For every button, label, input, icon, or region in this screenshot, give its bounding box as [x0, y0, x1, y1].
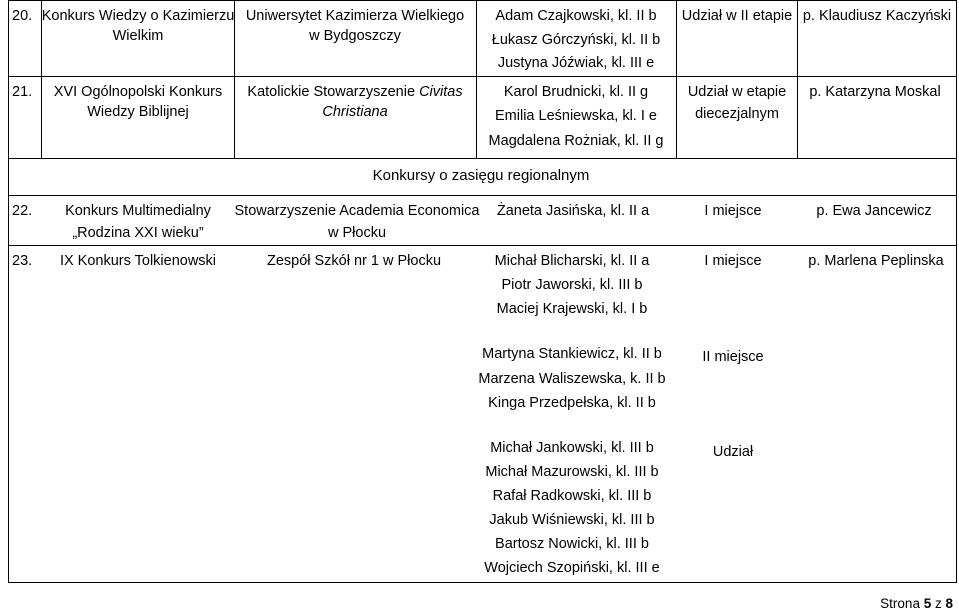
table-border-top — [8, 0, 957, 1]
student-name: Marzena Waliszewska, k. II b — [478, 371, 666, 387]
student-name: Karol Brudnicki, kl. II g — [503, 84, 649, 100]
col-border — [676, 0, 677, 158]
contest-name-line: XVI Ogólnopolski Konkurs — [53, 84, 223, 100]
contest-name-line: Wielkim — [112, 28, 164, 44]
col-border — [8, 158, 9, 195]
row-number: 22. — [12, 203, 33, 219]
student-name: Justyna Jóźwiak, kl. III e — [497, 55, 655, 71]
col-border — [8, 0, 9, 158]
student-name: Bartosz Nowicki, kl. III b — [495, 536, 649, 552]
section-title: Konkursy o zasięgu regionalnym — [372, 167, 590, 184]
teacher-name: p. Marlena Peplinska — [808, 253, 944, 269]
organizer-line: w Płocku — [327, 225, 387, 241]
contest-name-line: Konkurs Multimedialny — [65, 203, 211, 219]
contest-name: IX Konkurs Tolkienowski — [59, 253, 217, 269]
student-name: Michał Blicharski, kl. II a — [494, 253, 650, 269]
row-divider-20 — [8, 76, 957, 77]
student-name: Wojciech Szopiński, kl. III e — [484, 560, 660, 576]
student-name: Łukasz Górczyński, kl. II b — [491, 32, 661, 48]
col-border — [956, 0, 957, 158]
row-number: 21. — [12, 84, 33, 100]
col-border — [797, 0, 798, 158]
contest-results-table — [8, 0, 957, 583]
student-name: Magdalena Rożniak, kl. II g — [488, 133, 664, 149]
student-name: Żaneta Jasińska, kl. II a — [496, 203, 650, 219]
student-name: Rafał Radkowski, kl. III b — [492, 488, 652, 504]
contest-name-line: Wiedzy Biblijnej — [87, 104, 189, 120]
section-divider — [8, 195, 957, 196]
row-divider-21 — [8, 158, 957, 159]
student-name: Martyna Stankiewicz, kl. II b — [482, 346, 662, 362]
organizer-line: w Bydgoszczy — [309, 28, 401, 44]
result-line: diecezjalnym — [695, 106, 779, 122]
organizer-line: Katolickie Stowarzyszenie Civitas — [247, 84, 463, 100]
student-name: Adam Czajkowski, kl. II b — [495, 8, 657, 24]
organizer-line: Uniwersytet Kazimierza Wielkiego — [245, 8, 465, 24]
teacher-name: p. Katarzyna Moskal — [809, 84, 941, 100]
col-border — [956, 158, 957, 195]
result: Udział — [712, 444, 754, 460]
result: I miejsce — [704, 253, 762, 269]
row-divider-22 — [8, 245, 957, 246]
page-number: Strona 5 z 8 — [880, 596, 953, 611]
col-border — [956, 195, 957, 583]
table-border-bottom — [8, 582, 957, 583]
contest-name-line: Konkurs Wiedzy o Kazimierzu — [41, 8, 235, 24]
result: I miejsce — [704, 203, 762, 219]
teacher-name: p. Ewa Jancewicz — [816, 203, 932, 219]
organizer: Zespół Szkół nr 1 w Płocku — [266, 253, 442, 269]
student-name: Jakub Wiśniewski, kl. III b — [489, 512, 655, 528]
row-number: 20. — [12, 8, 33, 24]
student-name: Michał Mazurowski, kl. III b — [485, 464, 659, 480]
teacher-name: p. Klaudiusz Kaczyński — [802, 8, 952, 24]
col-border — [8, 195, 9, 583]
organizer-line: Stowarzyszenie Academia Economica — [234, 203, 480, 219]
result: Udział w II etapie — [681, 8, 793, 24]
student-name: Michał Jankowski, kl. III b — [490, 440, 654, 456]
row-number: 23. — [12, 253, 33, 269]
contest-name-line: „Rodzina XXI wieku” — [72, 225, 204, 241]
result-line: Udział w etapie — [687, 84, 787, 100]
organizer-line: Christiana — [322, 104, 388, 120]
student-name: Emilia Leśniewska, kl. I e — [495, 108, 657, 124]
student-name: Piotr Jaworski, kl. III b — [501, 277, 643, 293]
student-name: Kinga Przedpełska, kl. II b — [488, 395, 656, 411]
col-border — [476, 0, 477, 158]
student-name: Maciej Krajewski, kl. I b — [496, 301, 648, 317]
result: II miejsce — [702, 349, 764, 365]
